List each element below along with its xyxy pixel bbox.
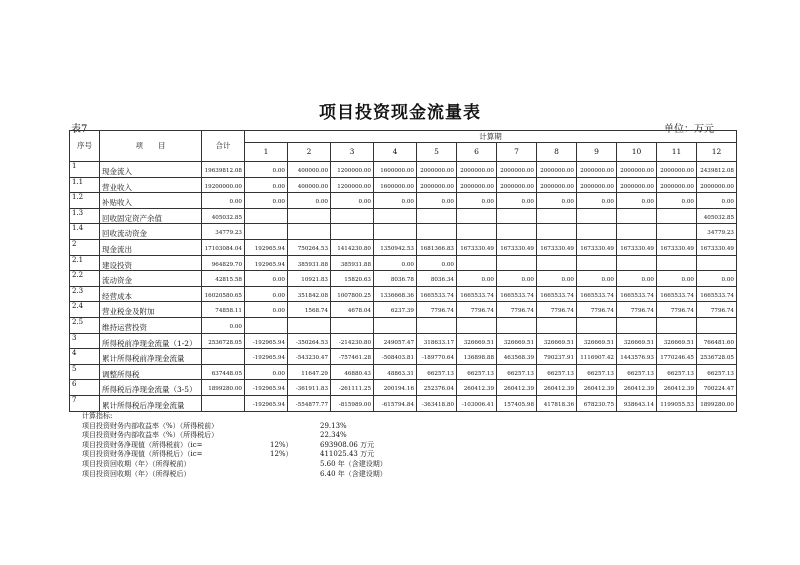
row-value: 1443576.93 (617, 349, 657, 365)
row-value: 1200000.00 (331, 162, 374, 178)
row-seq: 7 (70, 395, 100, 411)
header-year: 6 (457, 143, 497, 162)
row-value: 7796.74 (457, 302, 497, 318)
row-value (657, 317, 697, 333)
row-value: 66257.13 (577, 364, 617, 380)
row-value: 0.00 (617, 193, 657, 209)
row-value: 7796.74 (697, 302, 737, 318)
row-value: 1673330.49 (657, 239, 697, 255)
row-value: 0.00 (657, 271, 697, 287)
row-seq: 1.1 (70, 177, 100, 193)
row-value: 192965.94 (245, 239, 288, 255)
row-seq: 2.3 (70, 286, 100, 302)
row-value: 0.00 (617, 271, 657, 287)
row-value: 260412.39 (457, 380, 497, 396)
row-value: 1600000.00 (374, 162, 417, 178)
row-value (657, 208, 697, 224)
table-row (70, 349, 737, 365)
table-row (70, 286, 737, 302)
row-value: 66257.13 (697, 364, 737, 380)
row-value: 2000000.00 (577, 177, 617, 193)
metric-value: 693908.06 万元 (320, 440, 375, 449)
row-seq: 5 (70, 364, 100, 380)
row-value (288, 208, 331, 224)
row-seq: 4 (70, 349, 100, 365)
row-value: 1007800.25 (331, 286, 374, 302)
table-row (70, 162, 737, 178)
row-total: 637448.05 (202, 364, 245, 380)
row-value: 0.00 (497, 271, 537, 287)
row-total: 42815.58 (202, 271, 245, 287)
row-seq: 2.2 (70, 271, 100, 287)
row-name: 现金流入 (100, 162, 202, 178)
metric-value: 22.34% (320, 431, 347, 440)
row-value: 0.00 (245, 271, 288, 287)
row-value: 1665533.74 (537, 286, 577, 302)
row-value: -554877.77 (288, 395, 331, 411)
row-seq: 1.4 (70, 224, 100, 240)
table-row (70, 364, 737, 380)
row-value: -103006.41 (457, 395, 497, 411)
metric-rate: 12%） (270, 440, 293, 449)
table-row (70, 239, 737, 255)
header-year: 9 (577, 143, 617, 162)
row-total: 74858.11 (202, 302, 245, 318)
metric-label: 项目投资财务内部收益率（%）（所得税前） (82, 421, 219, 430)
row-value (617, 317, 657, 333)
row-value: 66257.13 (617, 364, 657, 380)
table-row (70, 193, 737, 209)
row-seq: 3 (70, 333, 100, 349)
row-value: 0.00 (374, 193, 417, 209)
metric-label: 项目投资回收期（年）（所得税前） (82, 459, 191, 468)
row-name: 补贴收入 (100, 193, 202, 209)
row-value (288, 317, 331, 333)
row-value: 2536728.05 (697, 349, 737, 365)
row-value: 200194.16 (374, 380, 417, 396)
row-value: 405032.85 (697, 208, 737, 224)
row-value (457, 255, 497, 271)
row-value: -192965.94 (245, 395, 288, 411)
row-value: 1673330.49 (537, 239, 577, 255)
row-value: 0.00 (245, 193, 288, 209)
row-seq: 2 (70, 239, 100, 255)
row-value: -543230.47 (288, 349, 331, 365)
row-name: 所得税前净现金流量（1-2） (100, 333, 202, 349)
row-value (417, 317, 457, 333)
row-value: 766481.60 (697, 333, 737, 349)
row-value (537, 224, 577, 240)
row-value (457, 317, 497, 333)
row-value (617, 224, 657, 240)
row-value: 2000000.00 (537, 162, 577, 178)
row-value: 15820.63 (331, 271, 374, 287)
row-value: 1568.74 (288, 302, 331, 318)
header-year: 3 (331, 143, 374, 162)
unit-label: 单位：万元 (664, 124, 714, 135)
page-title: 项目投资现金流量表 (319, 103, 481, 123)
row-value: 1665533.74 (617, 286, 657, 302)
row-value: 1350942.53 (374, 239, 417, 255)
row-value: 192965.94 (245, 255, 288, 271)
row-value: 252376.04 (417, 380, 457, 396)
row-value: 66257.13 (537, 364, 577, 380)
table-row (70, 395, 737, 411)
metric-value: 6.40 年（含建设期） (320, 469, 387, 478)
header-year: 2 (288, 143, 331, 162)
row-total: 0.00 (202, 317, 245, 333)
row-seq: 2.5 (70, 317, 100, 333)
row-value: 0.00 (537, 193, 577, 209)
row-value: 7796.74 (577, 302, 617, 318)
row-value: 8036.78 (374, 271, 417, 287)
row-value: -192965.94 (245, 349, 288, 365)
row-value: 1673330.49 (697, 239, 737, 255)
row-total: 16020580.65 (202, 286, 245, 302)
row-value: 46880.43 (331, 364, 374, 380)
row-value (288, 224, 331, 240)
row-value: -508403.81 (374, 349, 417, 365)
row-value (245, 317, 288, 333)
row-value: 700224.47 (697, 380, 737, 396)
row-value: 0.00 (417, 255, 457, 271)
metric-label: 项目投资回收期（年）（所得税后） (82, 469, 191, 478)
row-value: -815989.00 (331, 395, 374, 411)
row-value: 318633.17 (417, 333, 457, 349)
row-value: 400000.00 (288, 162, 331, 178)
metric-label: 项目投资财务净现值（所得税后）（ic= (82, 450, 203, 459)
row-value: -350264.53 (288, 333, 331, 349)
row-value: 260412.39 (617, 380, 657, 396)
row-value (331, 224, 374, 240)
row-value: -214230.80 (331, 333, 374, 349)
table-row (70, 224, 737, 240)
row-seq: 1 (70, 162, 100, 178)
row-value: 326669.51 (617, 333, 657, 349)
row-value: 1681366.83 (417, 239, 457, 255)
row-value: 11647.29 (288, 364, 331, 380)
row-total: 964829.70 (202, 255, 245, 271)
row-value: -361911.83 (288, 380, 331, 396)
table-row (70, 208, 737, 224)
row-value: 0.00 (697, 193, 737, 209)
metric-value: 29.13% (320, 421, 347, 430)
row-value: 1116907.42 (577, 349, 617, 365)
row-value: 1899280.00 (697, 395, 737, 411)
row-value: 0.00 (245, 177, 288, 193)
row-value: 2000000.00 (657, 177, 697, 193)
row-value: 0.00 (697, 271, 737, 287)
row-seq: 2.4 (70, 302, 100, 318)
header-year: 5 (417, 143, 457, 162)
row-value (657, 224, 697, 240)
table-row (70, 255, 737, 271)
row-value: 260412.39 (497, 380, 537, 396)
row-value: 750264.53 (288, 239, 331, 255)
row-value: 1665533.74 (417, 286, 457, 302)
header-total: 合计 (202, 131, 245, 162)
row-seq: 1.3 (70, 208, 100, 224)
row-value (417, 224, 457, 240)
header-year: 10 (617, 143, 657, 162)
row-value (657, 255, 697, 271)
row-value: 385931.88 (331, 255, 374, 271)
row-value: 10921.83 (288, 271, 331, 287)
row-value: 1414230.80 (331, 239, 374, 255)
row-value: 0.00 (497, 193, 537, 209)
row-value (537, 317, 577, 333)
row-name: 现金流出 (100, 239, 202, 255)
row-value: 1770246.45 (657, 349, 697, 365)
row-value: 385931.88 (288, 255, 331, 271)
table-row (70, 380, 737, 396)
row-name: 营业收入 (100, 177, 202, 193)
row-value: 1200000.00 (331, 177, 374, 193)
row-value: 351842.08 (288, 286, 331, 302)
row-total: 0.00 (202, 193, 245, 209)
header-year: 11 (657, 143, 697, 162)
row-value (245, 208, 288, 224)
row-value: 2000000.00 (697, 177, 737, 193)
row-value: 66257.13 (457, 364, 497, 380)
row-total: 19639812.08 (202, 162, 245, 178)
row-total: 19200000.00 (202, 177, 245, 193)
row-value: 1665533.74 (657, 286, 697, 302)
metric-value: 411025.43 万元 (320, 450, 375, 459)
row-value: -261111.25 (331, 380, 374, 396)
row-value (417, 208, 457, 224)
row-value: 2000000.00 (617, 177, 657, 193)
row-value (617, 255, 657, 271)
row-value: -757461.28 (331, 349, 374, 365)
row-value: 7796.74 (617, 302, 657, 318)
row-value: 66257.13 (497, 364, 537, 380)
row-value: 0.00 (457, 271, 497, 287)
row-value: 1665533.74 (497, 286, 537, 302)
row-value: 678230.75 (577, 395, 617, 411)
row-value: 260412.39 (577, 380, 617, 396)
row-name: 回收流动资金 (100, 224, 202, 240)
row-value: 66257.13 (657, 364, 697, 380)
row-name: 维持运营投资 (100, 317, 202, 333)
row-value: 2439812.08 (697, 162, 737, 178)
row-total (202, 395, 245, 411)
row-name: 建设投资 (100, 255, 202, 271)
row-value: 0.00 (288, 193, 331, 209)
row-value (497, 317, 537, 333)
row-value: 136898.88 (457, 349, 497, 365)
row-value: 0.00 (417, 193, 457, 209)
row-total: 2536728.05 (202, 333, 245, 349)
row-value (577, 255, 617, 271)
header-period: 计算期 (245, 131, 737, 143)
row-value: 2000000.00 (457, 177, 497, 193)
row-value: 66257.13 (417, 364, 457, 380)
table-row (70, 333, 737, 349)
row-value: 790237.91 (537, 349, 577, 365)
row-value (331, 317, 374, 333)
row-total: 34779.23 (202, 224, 245, 240)
row-value: 7796.74 (417, 302, 457, 318)
row-name: 所得税后净现金流量（3-5） (100, 380, 202, 396)
table-number: 表7 (71, 124, 88, 135)
row-value: 249057.47 (374, 333, 417, 349)
row-value: 7796.74 (497, 302, 537, 318)
row-value (374, 224, 417, 240)
row-total: 17103084.04 (202, 239, 245, 255)
row-value: 1673330.49 (457, 239, 497, 255)
row-name: 累计所得税前净现金流量 (100, 349, 202, 365)
header-year: 7 (497, 143, 537, 162)
row-value: 1665533.74 (577, 286, 617, 302)
row-seq: 2.1 (70, 255, 100, 271)
row-name: 累计所得税后净现金流量 (100, 395, 202, 411)
row-value (617, 208, 657, 224)
row-value (537, 208, 577, 224)
row-value (457, 224, 497, 240)
row-value: -189770.64 (417, 349, 457, 365)
row-value: 2000000.00 (617, 162, 657, 178)
row-value: 1673330.49 (577, 239, 617, 255)
row-value (497, 224, 537, 240)
row-value (245, 224, 288, 240)
row-value: 1665533.74 (697, 286, 737, 302)
row-value: -615794.84 (374, 395, 417, 411)
row-value: 2000000.00 (657, 162, 697, 178)
header-year: 4 (374, 143, 417, 162)
header-year: 8 (537, 143, 577, 162)
row-value (537, 255, 577, 271)
header-item: 项 目 (100, 131, 202, 162)
cash-flow-table (69, 130, 737, 412)
row-value (577, 224, 617, 240)
row-value: -192965.94 (245, 333, 288, 349)
row-value: 1336668.36 (374, 286, 417, 302)
metric-label: 项目投资财务内部收益率（%）（所得税后） (82, 431, 219, 440)
row-value: 463568.39 (497, 349, 537, 365)
row-value: -192965.94 (245, 380, 288, 396)
row-total: 1899280.00 (202, 380, 245, 396)
table-row (70, 177, 737, 193)
row-value: 326669.51 (657, 333, 697, 349)
row-value: 7796.74 (537, 302, 577, 318)
row-value: 0.00 (577, 193, 617, 209)
row-value: 6237.39 (374, 302, 417, 318)
row-value: 0.00 (245, 162, 288, 178)
row-value: 48863.31 (374, 364, 417, 380)
row-value: 260412.39 (537, 380, 577, 396)
row-value: 0.00 (537, 271, 577, 287)
row-value: 1673330.49 (617, 239, 657, 255)
row-value: 417818.36 (537, 395, 577, 411)
row-value: 0.00 (457, 193, 497, 209)
row-value: 2000000.00 (537, 177, 577, 193)
row-value: 1600000.00 (374, 177, 417, 193)
row-value (374, 208, 417, 224)
table-row (70, 271, 737, 287)
row-value: 0.00 (245, 286, 288, 302)
header-year: 1 (245, 143, 288, 162)
row-value: 326669.51 (457, 333, 497, 349)
row-value (374, 317, 417, 333)
row-value: -363418.80 (417, 395, 457, 411)
row-value: 400000.00 (288, 177, 331, 193)
row-value: 2000000.00 (457, 162, 497, 178)
row-value: 2000000.00 (417, 162, 457, 178)
row-value (697, 317, 737, 333)
row-value (331, 208, 374, 224)
row-value: 8036.34 (417, 271, 457, 287)
row-value: 1673330.49 (497, 239, 537, 255)
row-value (577, 208, 617, 224)
row-value (497, 255, 537, 271)
row-value: 7796.74 (657, 302, 697, 318)
row-name: 经营成本 (100, 286, 202, 302)
row-name: 流动资金 (100, 271, 202, 287)
metric-rate: 12%） (270, 450, 293, 459)
row-value: 326669.51 (497, 333, 537, 349)
row-name: 营业税金及附加 (100, 302, 202, 318)
row-total (202, 349, 245, 365)
row-value: 34779.23 (697, 224, 737, 240)
row-value: 0.00 (331, 193, 374, 209)
row-value: 1199055.53 (657, 395, 697, 411)
row-name: 调整所得税 (100, 364, 202, 380)
row-value (457, 208, 497, 224)
row-value: 2000000.00 (417, 177, 457, 193)
row-value: 0.00 (374, 255, 417, 271)
row-value: 2000000.00 (577, 162, 617, 178)
row-total: 405032.85 (202, 208, 245, 224)
row-value: 1665533.74 (457, 286, 497, 302)
row-value: 326669.51 (537, 333, 577, 349)
metric-value: 5.60 年（含建设期） (320, 459, 387, 468)
row-seq: 1.2 (70, 193, 100, 209)
row-name: 回收固定资产余值 (100, 208, 202, 224)
metric-label: 项目投资财务净现值（所得税前）（ic= (82, 440, 203, 449)
row-value: 0.00 (577, 271, 617, 287)
row-seq: 6 (70, 380, 100, 396)
row-value: 157405.98 (497, 395, 537, 411)
row-value (497, 208, 537, 224)
row-value: 0.00 (245, 302, 288, 318)
header-seq: 序号 (70, 131, 100, 162)
row-value: 326669.51 (577, 333, 617, 349)
table-row (70, 302, 737, 318)
row-value: 260412.39 (657, 380, 697, 396)
row-value (577, 317, 617, 333)
row-value: 4678.04 (331, 302, 374, 318)
row-value: 2000000.00 (497, 177, 537, 193)
row-value: 0.00 (657, 193, 697, 209)
header-year: 12 (697, 143, 737, 162)
row-value: 2000000.00 (497, 162, 537, 178)
row-value (697, 255, 737, 271)
row-value: 0.00 (245, 364, 288, 380)
row-value: 938643.14 (617, 395, 657, 411)
table-row (70, 317, 737, 333)
